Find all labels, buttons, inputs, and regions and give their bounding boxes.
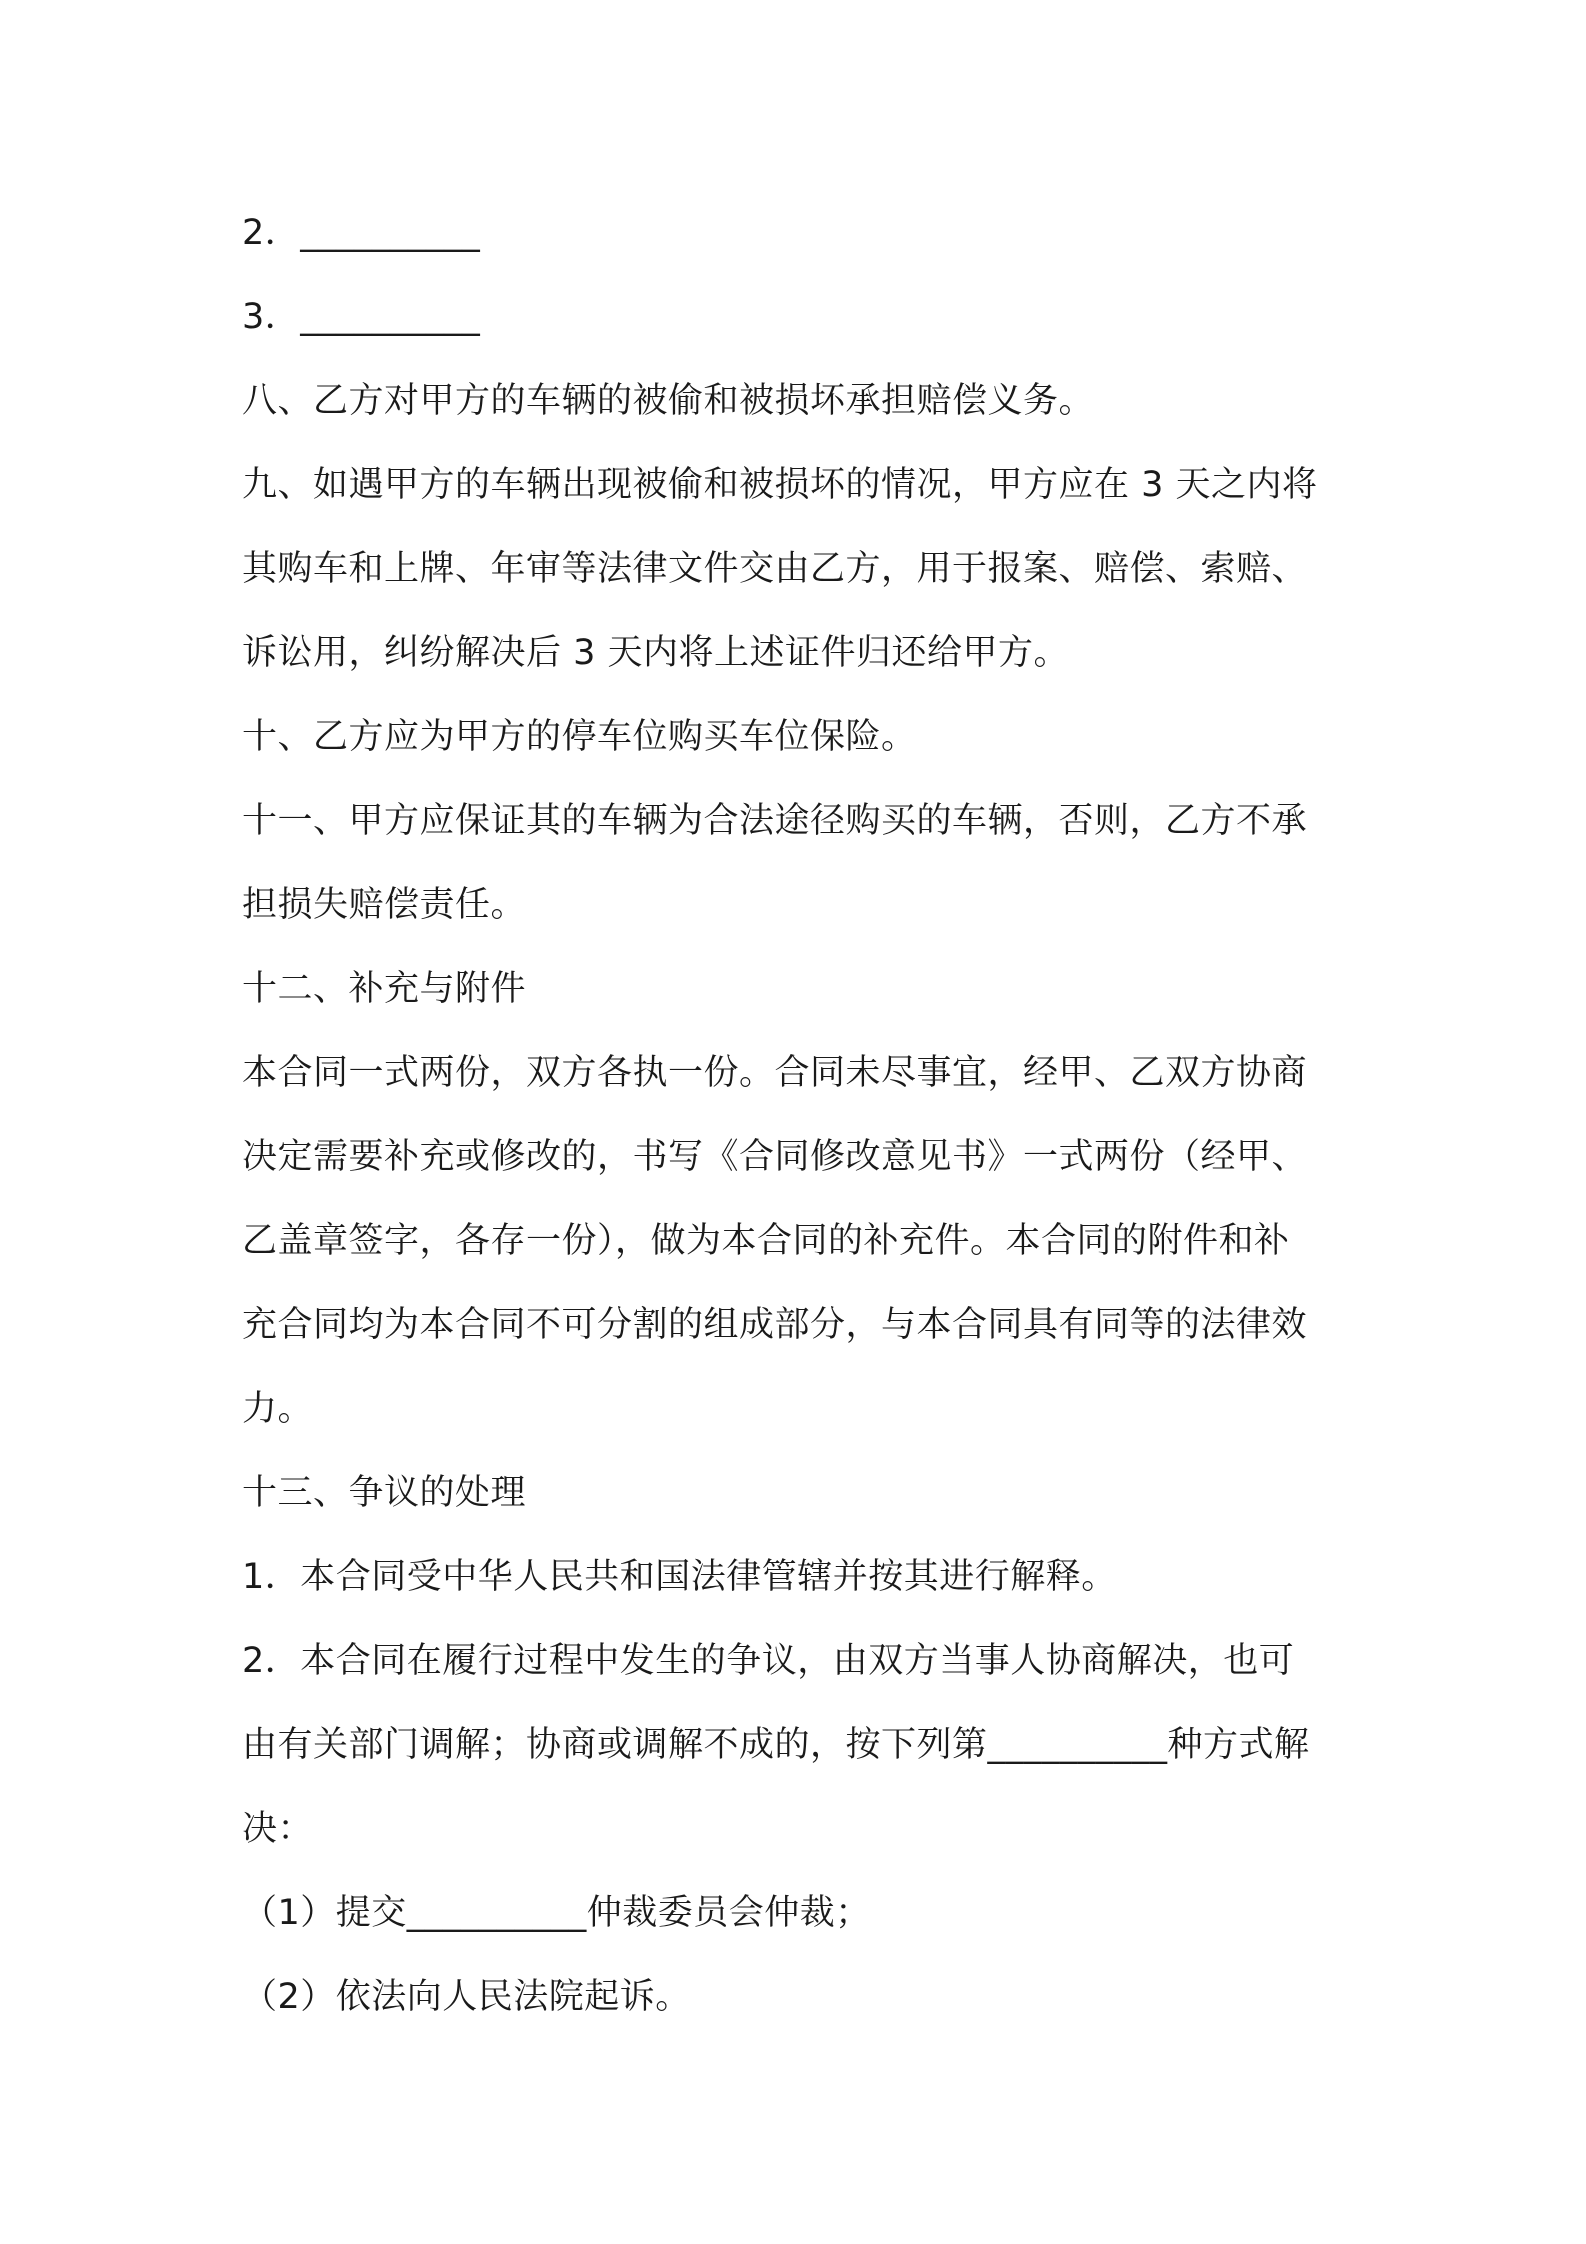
clause-9-line-3: 诉讼用，纠纷解决后 3 天内将上述证件归还给甲方。 bbox=[242, 633, 1070, 673]
clause-9-line-1: 九、如遇甲方的车辆出现被偷和被损坏的情况，甲方应在 3 天之内将 bbox=[242, 465, 1318, 505]
clause-12-line-4: 充合同均为本合同不可分割的组成部分，与本合同具有同等的法律效 bbox=[242, 1305, 1308, 1345]
clause-12-line-1: 本合同一式两份，双方各执一份。合同未尽事宜，经甲、乙双方协商 bbox=[242, 1053, 1308, 1093]
section-heading-13: 十三、争议的处理 bbox=[242, 1473, 527, 1513]
clause-13-item-2-line-1: 2．本合同在履行过程中发生的争议，由双方当事人协商解决，也可 bbox=[242, 1641, 1295, 1681]
clause-9-line-2: 其购车和上牌、年审等法律文件交由乙方，用于报案、赔偿、索赔、 bbox=[242, 549, 1308, 589]
clause-11-line-1: 十一、甲方应保证其的车辆为合法途径购买的车辆，否则，乙方不承 bbox=[242, 801, 1308, 841]
clause-13-item-2-line-3: 决： bbox=[242, 1809, 314, 1849]
clause-11-line-2: 担损失赔偿责任。 bbox=[242, 885, 527, 925]
text-line-blank-3: 3．__________ bbox=[242, 297, 481, 337]
clause-12-line-5: 力。 bbox=[242, 1389, 314, 1429]
clause-10: 十、乙方应为甲方的停车位购买车位保险。 bbox=[242, 717, 917, 757]
clause-12-line-3: 乙盖章签字，各存一份），做为本合同的补充件。本合同的附件和补 bbox=[242, 1221, 1290, 1261]
clause-12-line-2: 决定需要补充或修改的，书写《合同修改意见书》一式两份（经甲、 bbox=[242, 1137, 1308, 1177]
dispute-option-2: （2）依法向人民法院起诉。 bbox=[242, 1977, 691, 2017]
dispute-option-1: （1）提交__________仲裁委员会仲裁； bbox=[242, 1893, 871, 1933]
clause-8: 八、乙方对甲方的车辆的被偷和被损坏承担赔偿义务。 bbox=[242, 381, 1095, 421]
section-heading-12: 十二、补充与附件 bbox=[242, 969, 527, 1009]
text-line-blank-2: 2．__________ bbox=[242, 213, 481, 253]
clause-13-item-1: 1．本合同受中华人民共和国法律管辖并按其进行解释。 bbox=[242, 1557, 1117, 1597]
clause-13-item-2-line-2: 由有关部门调解；协商或调解不成的，按下列第__________种方式解 bbox=[242, 1725, 1310, 1765]
